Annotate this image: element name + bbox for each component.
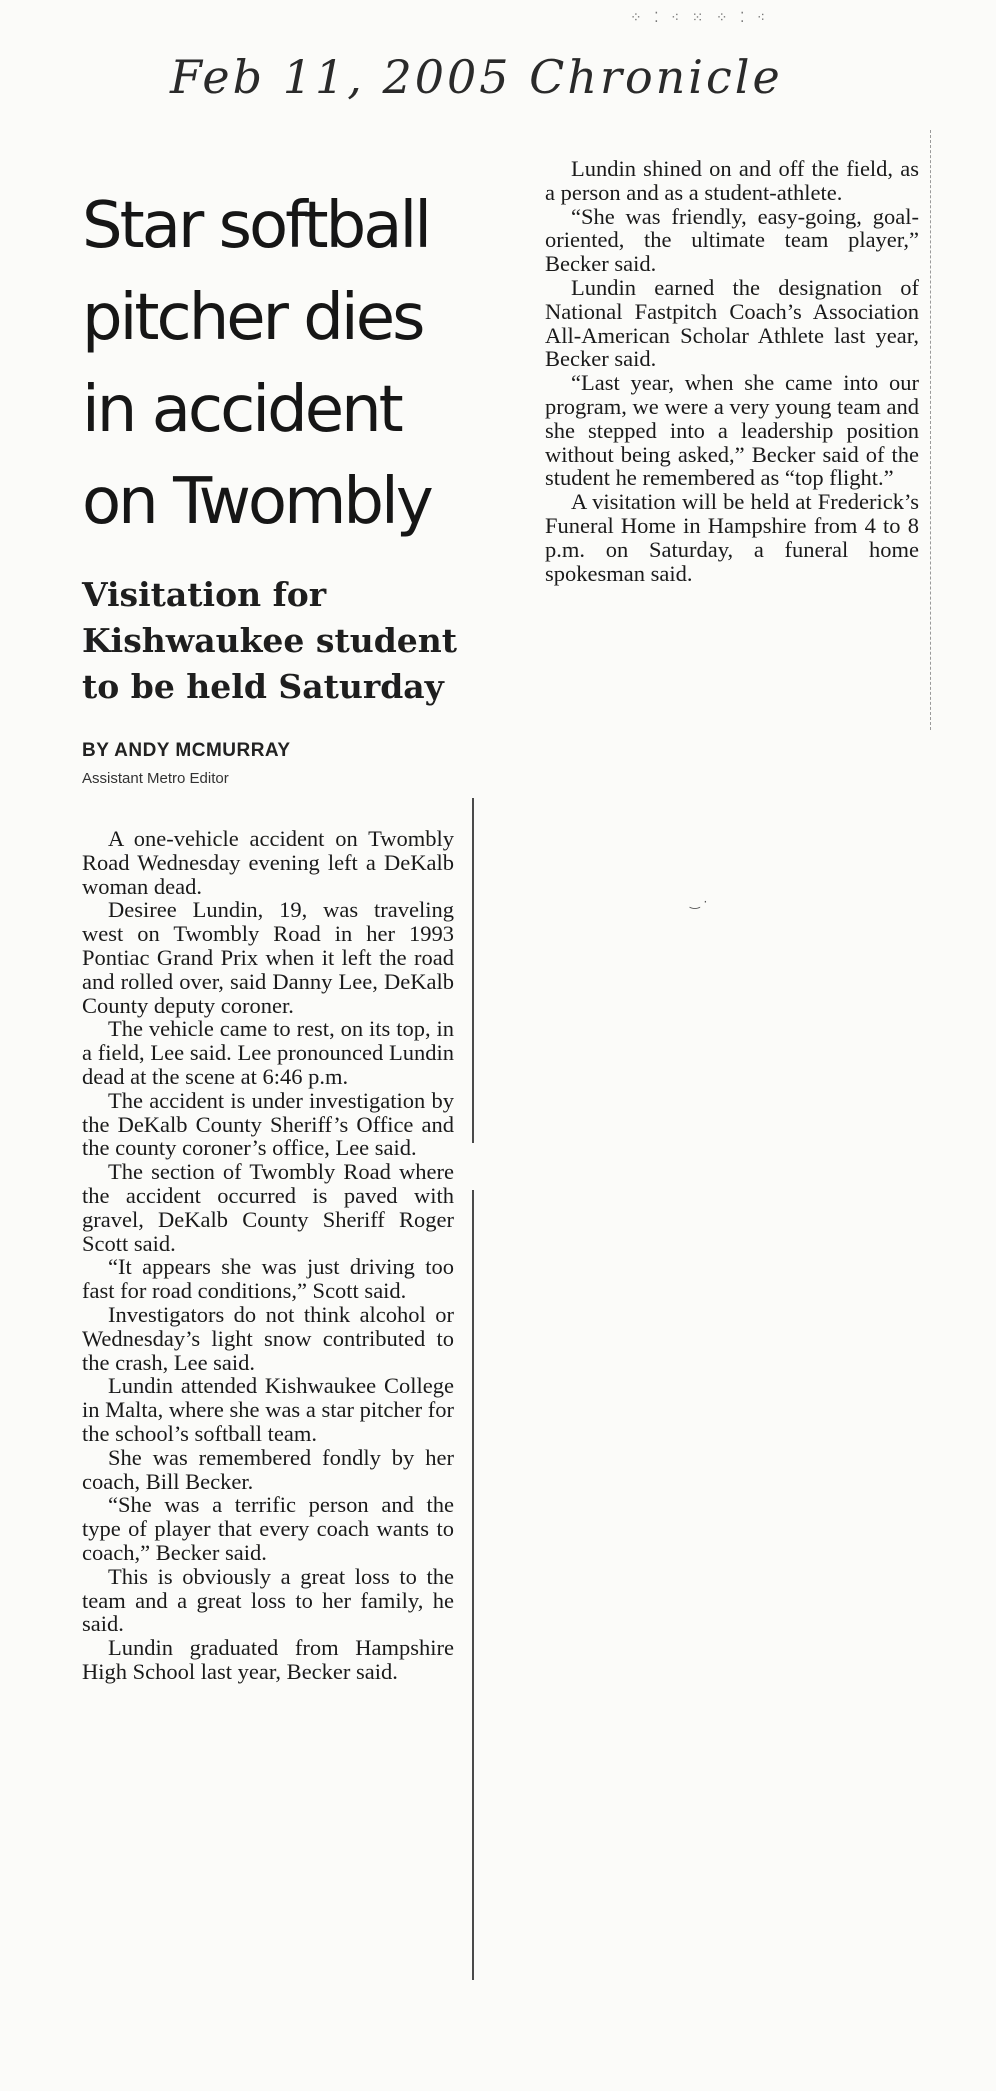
byline-title: Assistant Metro Editor: [82, 770, 229, 787]
article-column-2: [545, 157, 919, 585]
paragraph: “She was friendly, easy-going, goal-oriented, the ultimate team player,” Becker said.: [545, 203, 919, 277]
subheadline: Visitation for Kishwaukee student to be held Saturday: [82, 575, 458, 706]
handwritten-date-note: Feb 11, 2005 Chronicle: [170, 50, 783, 104]
paragraph: Lundin earned the designation of National Fastpitch Coach’s Association All-American Scholar Athlete last year, Becker said.: [545, 274, 919, 372]
paragraph: Lundin graduated from Hampshire High School last year, Becker said.: [82, 1635, 454, 1684]
paragraph: Lundin shined on and off the field, as a person and as a student-athlete.: [545, 156, 919, 205]
column-divider-lower: [472, 1190, 474, 1980]
byline: BY ANDY MCMURRAY: [82, 740, 291, 761]
paragraph: The section of Twombly Road where the accident occurred is paved with gravel, DeKalb County Sheriff Roger Scott said.: [82, 1159, 454, 1256]
paragraph: She was remembered fondly by her coach, Bill Becker.: [82, 1444, 454, 1494]
paragraph: This is obviously a great loss to the team and a great loss to her family, he said.: [82, 1563, 454, 1637]
scan-speckles: ‿ ·: [690, 895, 708, 909]
article-column-1: [82, 827, 454, 1684]
clipping-edge: [930, 130, 932, 730]
paragraph: A one-vehicle accident on Twombly Road Wednesday evening left a DeKalb woman dead.: [82, 826, 454, 899]
paragraph: “Last year, when she came into our program, we were a very young team and she stepped into a leadership position without being asked,” Becker said of the student he remembered as “top flight.”: [545, 370, 919, 491]
paragraph: “It appears she was just driving too fast for road conditions,” Scott said.: [82, 1254, 454, 1304]
paragraph: A visitation will be held at Frederick’s Funeral Home in Hampshire from 4 to 8 p.m. on Saturday, a funeral home spokesman said.: [545, 489, 919, 586]
paragraph: The accident is under investigation by the DeKalb County Sheriff’s Office and the county coroner’s office, Lee said.: [82, 1087, 454, 1161]
paragraph: The vehicle came to rest, on its top, in a field, Lee said. Lee pronounced Lundin dead at the scene at 6:46 p.m.: [82, 1016, 454, 1089]
paragraph: Investigators do not think alcohol or Wednesday’s light snow contributed to the crash, Lee said.: [82, 1301, 454, 1375]
paragraph: Desiree Lundin, 19, was traveling west on Twombly Road in her 1993 Pontiac Grand Prix when it left the road and rolled over, said Danny Lee, DeKalb County deputy coroner.: [82, 897, 454, 1018]
headline: Star softball pitcher dies in accident on Twombly: [82, 189, 431, 539]
column-divider-upper: [472, 798, 474, 1143]
scan-speckles: ⁘ ⁚ ⁖ ⁙ ⁘ ⁚ ⁖: [630, 10, 768, 26]
paragraph: Lundin attended Kishwaukee College in Malta, where she was a star pitcher for the school’s softball team.: [82, 1373, 454, 1446]
paragraph: “She was a terrific person and the type of player that every coach wants to coach,” Becker said.: [82, 1492, 454, 1565]
